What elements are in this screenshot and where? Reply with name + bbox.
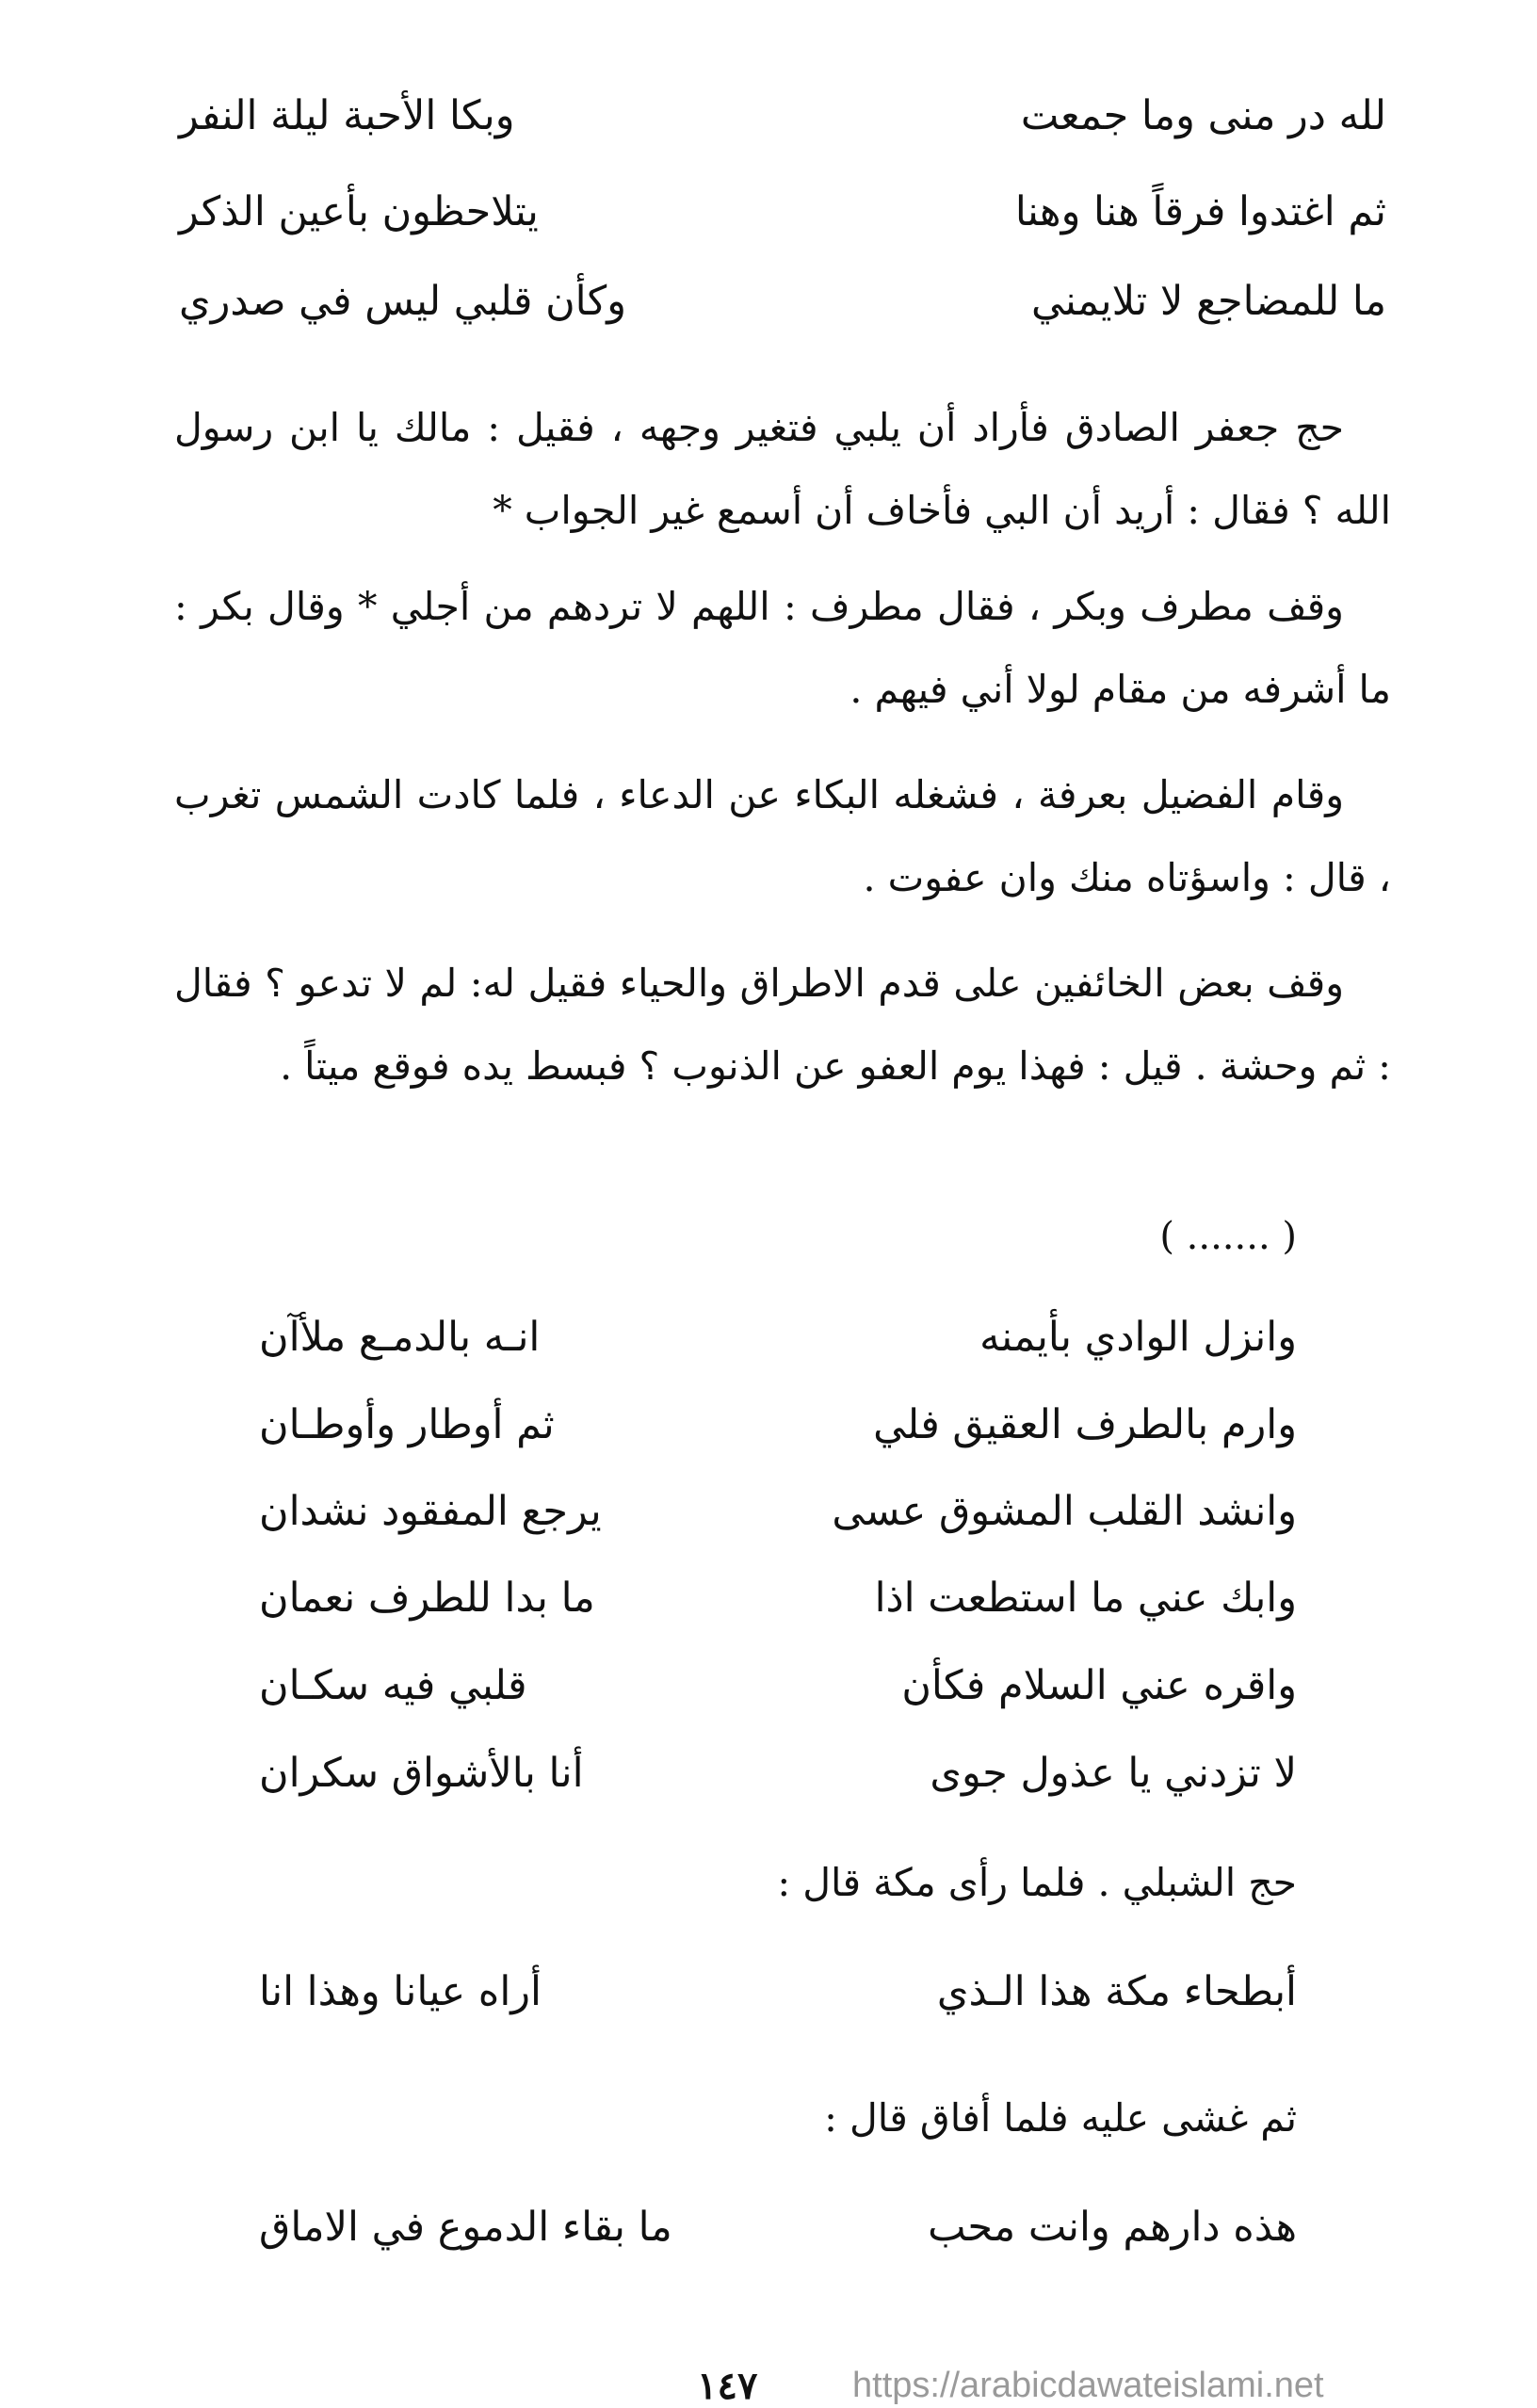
watermark-url: https://arabicdawateislami.net	[852, 2366, 1324, 2405]
faint-verse	[259, 2194, 1297, 2260]
paragraph-mutarrif	[174, 565, 1391, 731]
poem2-verse	[259, 1565, 1297, 1631]
paragraph-jafar	[174, 386, 1391, 552]
faint-intro: ثم غشى عليه فلما أفاق قال :	[824, 2095, 1297, 2141]
verse-second-hemistich: ما بقاء الدموع في الاماق	[259, 2204, 672, 2251]
ellipsis-marker: ( ....... )	[1159, 1215, 1297, 1258]
paragraph-text: وقام الفضيل بعرفة ، فشغله البكاء عن الدعاء ، فلما كادت الشمس تغرب ، قال : واسؤتاه منك وان عفوت .	[174, 772, 1391, 900]
verse-second-hemistich: وبكا الأحبة ليلة النفر	[179, 92, 515, 139]
verse-second-hemistich: قلبي فيه سكـان	[259, 1662, 527, 1709]
verse-second-hemistich: ثم أوطار وأوطـان	[259, 1401, 555, 1448]
verse-first-hemistich: أبطحاء مكة هذا الـذي	[936, 1968, 1297, 2015]
paragraph-text: وقف مطرف وبكر ، فقال مطرف : اللهم لا تردهم من أجلي * وقال بكر : ما أشرفه من مقام لولا أني فيهم .	[174, 584, 1391, 712]
verse-first-hemistich: وابك عني ما استطعت اذا	[874, 1575, 1297, 1622]
verse-second-hemistich: انـه بالدمـع ملأآن	[259, 1314, 541, 1361]
poem1-verse	[179, 179, 1386, 245]
verse-first-hemistich: ما للمضاجع لا تلايمني	[1031, 278, 1386, 325]
paragraph-text: حج جعفر الصادق فأراد أن يلبي فتغير وجهه ، فقيل : مالك يا ابن رسول الله ؟ فقال : أريد أن البي فأخاف أن أسمع غير الجواب *	[174, 405, 1391, 533]
verse-second-hemistich: يرجع المفقود نشدان	[259, 1488, 602, 1535]
verse-second-hemistich: وكأن قلبي ليس في صدري	[179, 278, 626, 325]
verse-second-hemistich: يتلاحظون بأعين الذكر	[179, 188, 539, 235]
paragraph-text: وقف بعض الخائفين على قدم الاطراق والحياء فقيل له: لم لا تدعو ؟ فقال : ثم وحشة . قيل : فهذا يوم العفو عن الذنوب ؟ فبسط يده فوقع ميتاً .	[174, 961, 1391, 1089]
verse-first-hemistich: وارم بالطرف العقيق فلي	[873, 1401, 1297, 1448]
verse-first-hemistich: ثم اغتدوا فرقاً هنا وهنا	[1014, 188, 1386, 235]
poem2-verse	[259, 1392, 1297, 1458]
poem2-verse	[259, 1740, 1297, 1806]
poem1-verse	[179, 268, 1386, 334]
shibli-intro: حج الشبلي . فلما رأى مكة قال :	[777, 1860, 1297, 1905]
poem1-verse	[179, 83, 1386, 149]
verse-second-hemistich: أنا بالأشواق سكران	[259, 1750, 584, 1797]
verse-second-hemistich: أراه عيانا وهذا انا	[259, 1968, 542, 2015]
verse-first-hemistich: وانزل الوادي بأيمنه	[979, 1314, 1297, 1361]
verse-first-hemistich: واقره عني السلام فكأن	[901, 1662, 1297, 1709]
page-number: ١٤٧	[697, 2364, 758, 2408]
poem2-verse	[259, 1653, 1297, 1719]
paragraph-fudayl	[174, 753, 1391, 919]
poem2-verse	[259, 1304, 1297, 1370]
verse-first-hemistich: لا تزدني يا عذول جوى	[930, 1750, 1297, 1797]
verse-first-hemistich: هذه دارهم وانت محب	[928, 2204, 1297, 2251]
shibli-verse	[259, 1959, 1297, 2025]
poem2-verse	[259, 1479, 1297, 1544]
verse-second-hemistich: ما بدا للطرف نعمان	[259, 1575, 595, 1622]
paragraph-khaifin	[174, 942, 1391, 1107]
verse-first-hemistich: وانشد القلب المشوق عسى	[832, 1488, 1297, 1535]
verse-first-hemistich: لله در منى وما جمعت	[1020, 92, 1386, 139]
